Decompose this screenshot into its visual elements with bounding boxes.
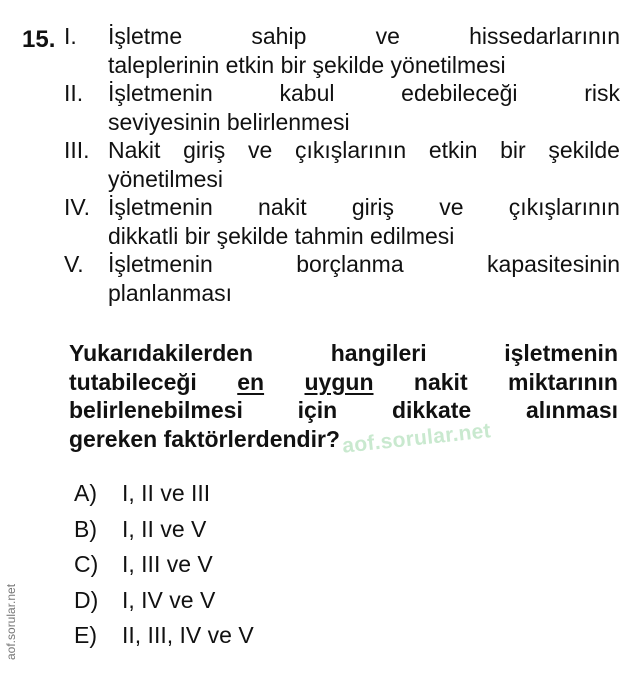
statement-line: taleplerinin etkin bir şekilde yönetilmesi bbox=[108, 51, 506, 78]
statement-3 bbox=[64, 136, 620, 193]
statement-line bbox=[108, 250, 620, 279]
side-watermark: aof.sorular.net bbox=[4, 583, 18, 660]
stem-line bbox=[69, 368, 618, 397]
word: ve bbox=[439, 194, 464, 220]
word: işletmenin bbox=[504, 340, 618, 366]
statement-numeral: III. bbox=[64, 137, 90, 163]
statement-line bbox=[108, 193, 620, 222]
word: ve bbox=[247, 137, 273, 163]
statement-line: yönetilmesi bbox=[108, 165, 224, 192]
statement-numeral: II. bbox=[64, 80, 84, 106]
word: edebileceği bbox=[401, 80, 518, 106]
word: İşletmenin bbox=[108, 80, 213, 106]
word: için bbox=[297, 397, 338, 423]
statement-2 bbox=[64, 79, 620, 136]
word: şekilde bbox=[548, 137, 620, 163]
word: çıkışlarının bbox=[294, 137, 407, 163]
word: Yukarıdakilerden bbox=[69, 340, 254, 366]
word: etkin bbox=[428, 137, 478, 163]
option-letter: B) bbox=[74, 515, 97, 542]
word: nakit bbox=[413, 368, 468, 395]
watermark: aof.sorular.net bbox=[341, 419, 492, 458]
statement-line: planlanması bbox=[108, 279, 233, 306]
statement-line bbox=[108, 22, 620, 51]
word: İşletmenin bbox=[108, 194, 213, 220]
word: hangileri bbox=[330, 340, 427, 366]
word: risk bbox=[584, 80, 620, 106]
statement-line: seviyesinin belirlenmesi bbox=[108, 108, 350, 135]
option-letter: A) bbox=[74, 480, 97, 506]
word: İşletme bbox=[108, 23, 183, 49]
underlined-word: uygun bbox=[304, 368, 374, 395]
option-text: II, III, IV ve V bbox=[122, 622, 254, 648]
question-number: 15. bbox=[22, 26, 56, 53]
statement-5 bbox=[64, 250, 620, 307]
word: tutabileceği bbox=[69, 368, 197, 395]
option-d[interactable] bbox=[74, 583, 254, 619]
option-letter: C) bbox=[74, 551, 99, 577]
stem-line bbox=[69, 339, 618, 368]
word: nakit bbox=[258, 194, 307, 220]
option-text: I, II ve V bbox=[122, 515, 207, 542]
statement-1 bbox=[64, 22, 620, 79]
statement-line bbox=[108, 79, 620, 108]
option-letter: D) bbox=[74, 586, 99, 613]
word: belirlenebilmesi bbox=[69, 397, 243, 423]
answer-options bbox=[74, 476, 254, 654]
word: giriş bbox=[183, 137, 226, 163]
word: kabul bbox=[279, 80, 335, 106]
underlined-word: en bbox=[237, 368, 265, 395]
word: dikkate bbox=[391, 397, 472, 423]
statement-numeral: IV. bbox=[64, 194, 91, 220]
option-text: I, II ve III bbox=[122, 480, 211, 506]
option-text: I, IV ve V bbox=[122, 586, 216, 613]
statement-numeral: V. bbox=[64, 251, 84, 277]
statement-numeral: I. bbox=[64, 23, 77, 49]
word: çıkışlarının bbox=[508, 194, 620, 220]
word: borçlanma bbox=[296, 251, 404, 277]
option-c[interactable] bbox=[74, 547, 254, 583]
option-b[interactable] bbox=[74, 512, 254, 548]
word: sahip bbox=[251, 23, 307, 49]
statement-list bbox=[64, 22, 620, 307]
word: kapasitesinin bbox=[487, 251, 620, 277]
option-letter: E) bbox=[74, 622, 97, 648]
statement-line: dikkatli bir şekilde tahmin edilmesi bbox=[108, 222, 455, 249]
word: ve bbox=[375, 23, 400, 49]
statement-line bbox=[108, 136, 620, 165]
option-text: I, III ve V bbox=[122, 551, 213, 577]
word: gereken faktörlerdendir? bbox=[69, 425, 340, 452]
word: bir bbox=[500, 137, 526, 163]
word: İşletmenin bbox=[108, 251, 213, 277]
statement-4 bbox=[64, 193, 620, 250]
word: Nakit bbox=[108, 137, 161, 163]
word: hissedarlarının bbox=[469, 23, 620, 49]
option-e[interactable] bbox=[74, 618, 254, 654]
word: miktarının bbox=[508, 368, 618, 395]
word: alınması bbox=[525, 397, 618, 423]
stem-line bbox=[69, 396, 618, 425]
word: giriş bbox=[351, 194, 395, 220]
option-a[interactable] bbox=[74, 476, 254, 512]
